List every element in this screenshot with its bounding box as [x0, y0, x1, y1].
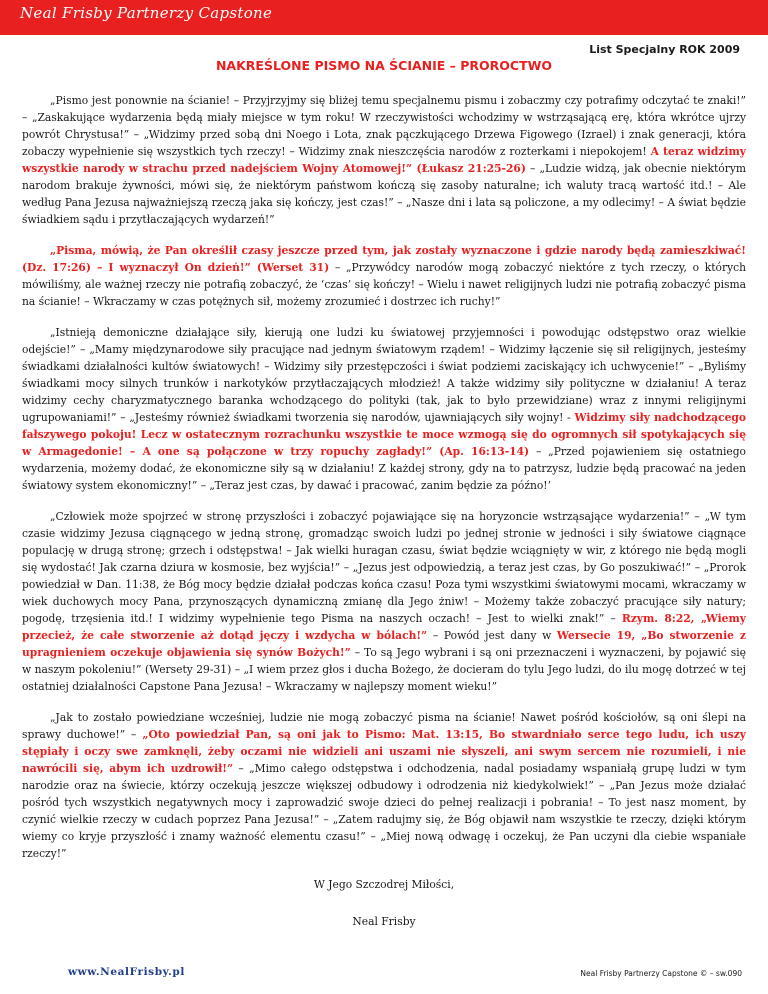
- signature: Neal Frisby: [352, 915, 416, 928]
- text-segment: – „Przywódcy narodów mogą zobaczyć niektóre z tych rzeczy, o których mówiliśmy, ale ważnej rzeczy nie potrafią zobaczyć, że ‘czas’ się kończy! – Wielu i nawet religijnych ludzi nie potrafią zobaczyć pisma na ścianie! – Wkraczamy w czas potężnych sił, możemy zrozumieć i dostrzec ich ruchy!”: [22, 261, 746, 308]
- paragraph-1: [22, 92, 746, 228]
- highlight-segment: „Pisma, mówią, że Pan określił czasy jeszcze przed tym, jak zostały wyznaczone i gdzie narody będą zamieszkiwać! (Dz. 17:26) – I wyznaczył On dzień!” (Werset 31): [22, 244, 746, 274]
- header-banner: [0, 0, 768, 35]
- page-title: NAKREŚLONE PISMO NA ŚCIANIE – PROROCTWO: [215, 58, 553, 73]
- highlight-segment: „Oto powiedział Pan, są oni jak to Pismo: Mat. 13:15, Bo stwardniało serce tego ludu, ich uszy stępiały i oczy swe zamknęli, żeby oczami nie widzieli ani uszami nie słyszeli, ani swym sercem nie rozumieli, i nie nawrócili się, abym ich uzdrowił!”: [22, 728, 746, 775]
- text-segment: – To są Jego wybrani i są oni przeznaczeni i wyznaczeni, by pojawić się w naszym pokoleniu!” (Wersety 29-31) – „I wiem przez głos i ducha Bożego, że docieram do tylu Jego ludzi, do ilu mogę dotrzeć w tej ostatniej działalności Capstone Pana Jezusa! – Wkraczamy w najlepszy moment wieku!”: [22, 646, 747, 693]
- highlight-segment: A teraz widzimy wszystkie narody w strachu przed nadejściem Wojny Atomowej!” (Łukasz 21:25-26): [22, 145, 746, 175]
- paragraph-5: [22, 709, 746, 862]
- highlight-segment: Widzimy siły nadchodzącego fałszywego pokoju! Lecz w ostatecznym rozrachunku wszystkie te moce wzmogą się do ogromnych sił spotykających się w Armagedonie! – A one są połączone w trzy ropuchy zagłady!” (Ap. 16:13-14): [22, 411, 746, 458]
- text-segment: – Powód jest dany w: [427, 629, 557, 642]
- text-segment: – „Przed pojawieniem się ostatniego wydarzenia, możemy dodać, że ekonomiczne siły są w działaniu! Z każdej strony, gdy na to patrzysz, ludzie będą pracować na jeden światowy system ekonomiczny!” – „Teraz jest czas, by dawać i pracować, zanim będzie za późno!’: [22, 445, 746, 492]
- highlight-segment: Wersecie 19, „Bo stworzenie z upragnieniem oczekuje objawienia się synów Bożych!”: [22, 629, 746, 659]
- closing-line: W Jego Szczodrej Miłości,: [313, 878, 455, 891]
- text-segment: „Istnieją demoniczne działające siły, kierują one ludzi ku światowej przyjemności i powodując odstępstwo oraz wielkie odejście!” – „Mamy międzynarodowe siły pracujące nad jednym światowym rządem! – Widzimy łączenie się sił religijnych, jesteśmy świadkami działalności kultów światowych! – Widzimy siły przestępczości i świat podziemi zaciskający ich uchwycenie!” – „Byliśmy świadkami mocy silnych trunków i narkotyków przytłaczających młodzież! A także widzimy siły polityczne w działaniu! A teraz widzimy cechy charyzmatycznego baranka wchodzącego do polityki (tak, jak to było przewidziane) wraz z innymi religijnymi ugrupowaniami!” – „Jesteśmy również świadkami tworzenia się narodów, ujawniających siły wojny! -: [22, 326, 746, 424]
- text-segment: – „Mimo całego odstępstwa i odchodzenia, nadal posiadamy wspaniałą grupę ludzi w tym narodzie oraz na świecie, którzy oczekują jeszcze większej odbudowy i odrodzenia niż kiedykolwiek!” – „Pan Jezus może działać pośród tych wszystkich negatywnych mocy i zaprowadzić swoje dzieci do pełnej realizacji i pobrania! – To jest nasz moment, by czynić wielkie rzeczy w cudach poprzez Pana Jezusa!” – „Zatem radujmy się, że Bóg objawił nam wszystkie te rzeczy, dzięki którym wiemy co kryje przyszłość i znamy ważność elementu czasu!” – „Miej nową odwagę i oczekuj, że Pan uczyni dla ciebie wspaniałe rzeczy!”: [22, 762, 746, 860]
- website-link[interactable]: www.NealFrisby.pl: [68, 966, 185, 978]
- highlight-segment: Rzym. 8:22, „Wiemy przecież, że całe stworzenie aż dotąd jęczy i wzdycha w bólach!”: [22, 612, 746, 642]
- text-segment: „Jak to zostało powiedziane wcześniej, ludzie nie mogą zobaczyć pisma na ścianie! Nawet pośród kościołów, są oni ślepi na sprawy duchowe!” –: [22, 711, 746, 741]
- banner-title: Neal Frisby Partnerzy Capstone: [20, 4, 273, 22]
- letter-body: [22, 92, 746, 930]
- text-segment: „Pismo jest ponownie na ścianie! – Przyjrzyjmy się bliżej temu specjalnemu pismu i zobaczmy czy potrafimy odczytać te znaki!” – „Zaskakujące wydarzenia będą miały miejsce w tym roku! W rzeczywistości wchodzimy w wstrząsającą erę, która wkrótce ujrzy powrót Chrystusa!” – „Widzimy przed sobą dni Noego i Lota, znak pączkującego Drzewa Figowego (Izrael) i znak generacji, która zobaczy wypełnienie się wszystkich tych rzeczy! – Widzimy znak nieszczęścia narodów z rozterkami i niepokojem!: [22, 94, 746, 158]
- text-segment: – „Ludzie widzą, jak obecnie niektórym narodom brakuje żywności, mówi się, że niektórym państwom kończą się zasoby naturalne; ich waluty tracą wartość itd.! – Ale według Pana Jezusa najważniejszą rzeczą jaka się kończy, jest czas!” – „Nasze dni i lata są policzone, a my odlecimy! – A świat będzie świadkiem sądu i przytłaczających wydarzeń!”: [22, 162, 746, 226]
- paragraph-2: [22, 242, 746, 310]
- paragraph-4: [22, 508, 746, 695]
- footer-copyright: Neal Frisby Partnerzy Capstone © – sw.090: [580, 969, 742, 978]
- list-label: List Specjalny ROK 2009: [589, 43, 740, 56]
- text-segment: „Człowiek może spojrzeć w stronę przyszłości i zobaczyć pojawiające się na horyzoncie wstrząsające wydarzenia!” – „W tym czasie widzimy Jezusa ciągnącego w jedną stronę, gromadząc swoich ludzi po jednej stronie w jedności i siły światowe ciągnące populację w drugą stronę; grzech i odstępstwa! – Jak wielki huragan czasu, świat będzie wciągnięty w wir, z którego nie będą mogli się wydostać! Jak czarna dziura w kosmosie, bez wyjścia!” – „Jezus jest odpowiedzią, a teraz jest czas, by Go poszukiwać!” – „Prorok powiedział w Dan. 11:38, że Bóg mocy będzie działał podczas końca czasu! Poza tymi wszystkimi światowymi mocami, wkraczamy w wiek duchowych mocy Pana, przynoszących dynamiczną zmianę dla Jego żniw! – Możemy także zobaczyć pracujące siły natury; pogodę, trzęsienia itd.! I widzimy wypełnienie tego Pisma na naszych oczach! – Jest to wielki znak!” –: [22, 510, 746, 625]
- paragraph-3: [22, 324, 746, 494]
